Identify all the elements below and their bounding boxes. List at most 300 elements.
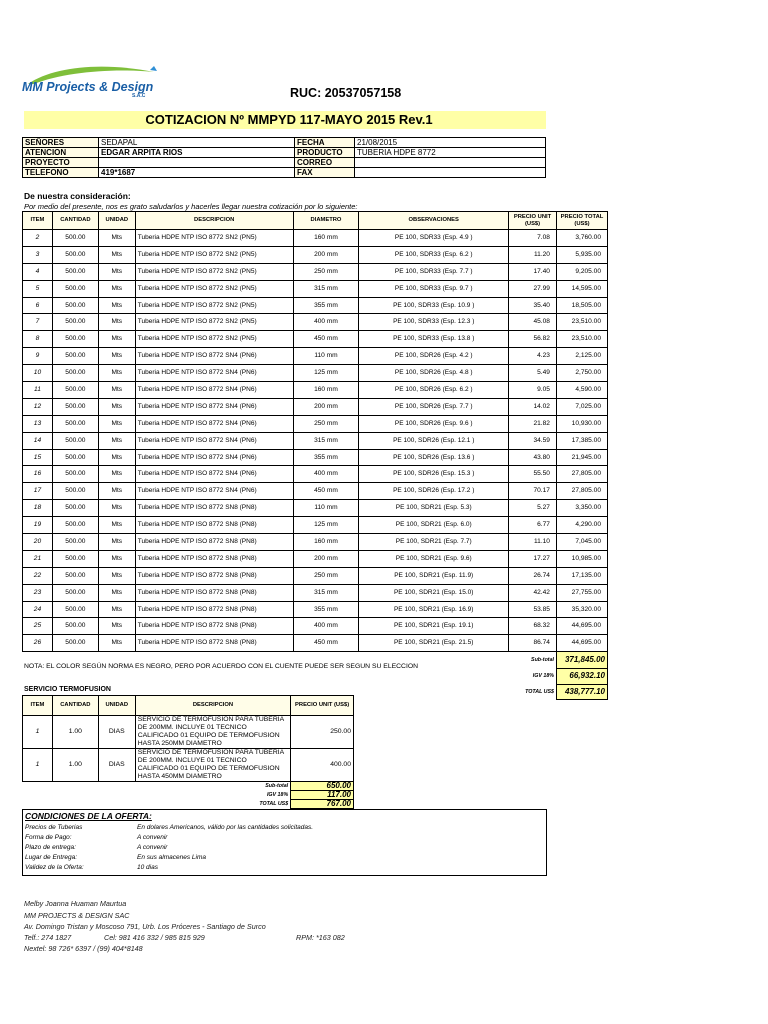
senores-label: SEÑORES [23, 138, 99, 148]
condition-label: Validez de la Oferta: [25, 864, 84, 871]
correo-value [355, 158, 546, 168]
row-cantidad: 500.00 [52, 263, 98, 280]
row-unidad: Mts [98, 382, 135, 399]
client-info-table [22, 137, 546, 178]
greeting-text: Por medio del presente, nos es grato saludarlos y hacerles llegar nuestra cotización por lo siguiente: [24, 202, 358, 211]
row-item: 26 [23, 635, 53, 652]
company-logo: MM Projects & Design [22, 80, 154, 94]
row-unidad: Mts [98, 297, 135, 314]
row-observaciones: PE 100, SDR26 (Esp. 6.2 ) [359, 382, 509, 399]
row-descripcion: Tuberia HDPE NTP ISO 8772 SN2 (PN5) [135, 314, 293, 331]
row-observaciones: PE 100, SDR26 (Esp. 4.8 ) [359, 365, 509, 382]
row-item: 3 [23, 246, 53, 263]
row-observaciones: PE 100, SDR26 (Esp. 7.7 ) [359, 398, 509, 415]
row-unidad: Mts [98, 500, 135, 517]
row-cantidad: 500.00 [52, 314, 98, 331]
table-row [23, 314, 608, 331]
row-cantidad: 500.00 [52, 500, 98, 517]
row-cantidad: 500.00 [52, 567, 98, 584]
row-diametro: 160 mm [293, 230, 359, 247]
col-precio-unit: PRECIO UNIT (US$) [509, 212, 557, 230]
row-unidad: Mts [98, 230, 135, 247]
row-precio-unit: 21.82 [509, 415, 557, 432]
table-row [23, 348, 608, 365]
row-diametro: 250 mm [293, 415, 359, 432]
table-row [23, 365, 608, 382]
row-diametro: 315 mm [293, 280, 359, 297]
row-item: 13 [23, 415, 53, 432]
total-value: 438,777.10 [556, 684, 607, 700]
row-observaciones: PE 100, SDR33 (Esp. 4.9 ) [359, 230, 509, 247]
table-row [23, 432, 608, 449]
row-precio-unit: 14.02 [509, 398, 557, 415]
row-cantidad: 500.00 [52, 483, 98, 500]
table-row [23, 297, 608, 314]
table-row [23, 263, 608, 280]
company-cell: Cel: 981 416 332 / 985 815 929 [104, 933, 205, 942]
company-logo-sub: S.A.C [132, 93, 146, 99]
row-item: 8 [23, 331, 53, 348]
row-observaciones: PE 100, SDR33 (Esp. 6.2 ) [359, 246, 509, 263]
row-item: 5 [23, 280, 53, 297]
table-row [23, 534, 608, 551]
svc-item: 1 [23, 749, 53, 782]
row-item: 10 [23, 365, 53, 382]
svc-col-descripcion: DESCRIPCION [135, 696, 290, 716]
row-cantidad: 500.00 [52, 280, 98, 297]
row-descripcion: Tuberia HDPE NTP ISO 8772 SN8 (PN8) [135, 635, 293, 652]
row-descripcion: Tuberia HDPE NTP ISO 8772 SN8 (PN8) [135, 550, 293, 567]
table-row [23, 500, 608, 517]
senores-value: SEDAPAL [99, 138, 295, 148]
row-observaciones: PE 100, SDR26 (Esp. 12.1 ) [359, 432, 509, 449]
row-precio-unit: 5.27 [509, 500, 557, 517]
row-precio-total: 4,290.00 [556, 517, 607, 534]
row-precio-total: 21,945.00 [556, 449, 607, 466]
row-precio-unit: 9.05 [509, 382, 557, 399]
row-unidad: Mts [98, 550, 135, 567]
condition-label: Precios de Tuberias [25, 824, 83, 831]
row-diametro: 200 mm [293, 246, 359, 263]
svc-precio: 400.00 [291, 749, 354, 782]
row-cantidad: 500.00 [52, 246, 98, 263]
row-precio-unit: 43.80 [509, 449, 557, 466]
table-row [23, 584, 608, 601]
condition-value: A convenir [137, 834, 168, 841]
row-item: 22 [23, 567, 53, 584]
row-item: 9 [23, 348, 53, 365]
row-precio-total: 10,930.00 [556, 415, 607, 432]
row-item: 11 [23, 382, 53, 399]
row-precio-total: 35,320.00 [556, 601, 607, 618]
row-cantidad: 500.00 [52, 432, 98, 449]
row-precio-total: 14,595.00 [556, 280, 607, 297]
service-table [22, 695, 354, 809]
col-cantidad: CANTIDAD [52, 212, 98, 230]
table-row [23, 618, 608, 635]
row-cantidad: 500.00 [52, 348, 98, 365]
row-precio-total: 9,205.00 [556, 263, 607, 280]
table-row [23, 398, 608, 415]
row-cantidad: 500.00 [52, 365, 98, 382]
condition-label: Forma de Pago: [25, 834, 72, 841]
row-diametro: 355 mm [293, 449, 359, 466]
row-precio-unit: 68.32 [509, 618, 557, 635]
row-descripcion: Tuberia HDPE NTP ISO 8772 SN8 (PN8) [135, 534, 293, 551]
table-row [23, 449, 608, 466]
row-observaciones: PE 100, SDR33 (Esp. 7.7 ) [359, 263, 509, 280]
row-observaciones: PE 100, SDR21 (Esp. 21.5) [359, 635, 509, 652]
row-diametro: 400 mm [293, 618, 359, 635]
col-observaciones: OBSERVACIONES [359, 212, 509, 230]
row-precio-unit: 5.49 [509, 365, 557, 382]
proyecto-label: PROYECTO [23, 158, 99, 168]
row-observaciones: PE 100, SDR21 (Esp. 11.9) [359, 567, 509, 584]
row-diametro: 450 mm [293, 635, 359, 652]
row-unidad: Mts [98, 618, 135, 635]
row-unidad: Mts [98, 263, 135, 280]
row-unidad: Mts [98, 365, 135, 382]
row-unidad: Mts [98, 483, 135, 500]
row-descripcion: Tuberia HDPE NTP ISO 8772 SN2 (PN5) [135, 280, 293, 297]
row-cantidad: 500.00 [52, 382, 98, 399]
row-precio-unit: 17.40 [509, 263, 557, 280]
row-item: 7 [23, 314, 53, 331]
row-descripcion: Tuberia HDPE NTP ISO 8772 SN4 (PN6) [135, 382, 293, 399]
table-row [23, 466, 608, 483]
row-diametro: 450 mm [293, 483, 359, 500]
row-diametro: 355 mm [293, 601, 359, 618]
row-item: 25 [23, 618, 53, 635]
row-precio-unit: 86.74 [509, 635, 557, 652]
row-cantidad: 500.00 [52, 230, 98, 247]
row-diametro: 250 mm [293, 567, 359, 584]
condition-value: En dolares Americanos, válido por las cantidades solicitadas. [137, 824, 314, 831]
row-unidad: Mts [98, 517, 135, 534]
row-item: 20 [23, 534, 53, 551]
row-item: 6 [23, 297, 53, 314]
company-address: Av. Domingo Tristan y Moscoso 791, Urb. Los Próceres - Santiago de Surco [24, 922, 266, 931]
table-row [23, 483, 608, 500]
row-cantidad: 500.00 [52, 534, 98, 551]
greeting: De nuestra consideración: [24, 191, 131, 201]
company-phone: Telf.: 274 1827 [24, 933, 72, 942]
fecha-value: 21/08/2015 [355, 138, 546, 148]
row-unidad: Mts [98, 331, 135, 348]
row-precio-unit: 11.20 [509, 246, 557, 263]
row-observaciones: PE 100, SDR21 (Esp. 6.0) [359, 517, 509, 534]
company-rpm: RPM: *163 082 [296, 933, 345, 942]
proyecto-value [99, 158, 295, 168]
telefono-label: TELEFONO [23, 168, 99, 178]
row-cantidad: 500.00 [52, 466, 98, 483]
atencion-label: ATENCION [23, 148, 99, 158]
row-cantidad: 500.00 [52, 635, 98, 652]
row-cantidad: 500.00 [52, 618, 98, 635]
table-row [23, 280, 608, 297]
atencion-value: EDGAR ARPITA RIOS [99, 148, 295, 158]
row-descripcion: Tuberia HDPE NTP ISO 8772 SN4 (PN6) [135, 449, 293, 466]
row-descripcion: Tuberia HDPE NTP ISO 8772 SN2 (PN5) [135, 246, 293, 263]
row-observaciones: PE 100, SDR33 (Esp. 12.3 ) [359, 314, 509, 331]
row-item: 15 [23, 449, 53, 466]
row-descripcion: Tuberia HDPE NTP ISO 8772 SN4 (PN6) [135, 432, 293, 449]
row-cantidad: 500.00 [52, 449, 98, 466]
row-precio-unit: 27.99 [509, 280, 557, 297]
row-precio-unit: 53.85 [509, 601, 557, 618]
row-item: 18 [23, 500, 53, 517]
svc-subtotal-value: 650.00 [291, 782, 354, 791]
quote-title-bar [24, 111, 546, 129]
table-row [23, 230, 608, 247]
row-diametro: 160 mm [293, 534, 359, 551]
fax-label: FAX [295, 168, 355, 178]
row-diametro: 250 mm [293, 263, 359, 280]
row-unidad: Mts [98, 534, 135, 551]
row-diametro: 400 mm [293, 466, 359, 483]
row-diametro: 160 mm [293, 382, 359, 399]
row-observaciones: PE 100, SDR21 (Esp. 15.0) [359, 584, 509, 601]
correo-label: CORREO [295, 158, 355, 168]
row-diametro: 125 mm [293, 517, 359, 534]
row-cantidad: 500.00 [52, 550, 98, 567]
row-precio-total: 10,985.00 [556, 550, 607, 567]
row-diametro: 200 mm [293, 550, 359, 567]
table-row [23, 246, 608, 263]
col-item: ITEM [23, 212, 53, 230]
svc-unidad: DIAS [98, 716, 135, 749]
subtotal-label: Sub-total [531, 657, 554, 664]
col-precio-total: PRECIO TOTAL (US$) [556, 212, 607, 230]
condition-value: 10 dias [137, 864, 158, 871]
row-precio-total: 5,935.00 [556, 246, 607, 263]
row-descripcion: Tuberia HDPE NTP ISO 8772 SN2 (PN5) [135, 230, 293, 247]
row-diametro: 110 mm [293, 500, 359, 517]
svc-subtotal-label: Sub-total [265, 783, 289, 790]
row-unidad: Mts [98, 348, 135, 365]
row-descripcion: Tuberia HDPE NTP ISO 8772 SN8 (PN8) [135, 517, 293, 534]
row-precio-unit: 7.08 [509, 230, 557, 247]
row-precio-total: 18,505.00 [556, 297, 607, 314]
svc-cantidad: 1.00 [52, 716, 98, 749]
svc-descripcion: SERVICIO DE TERMOFUSION PARA TUBERIA DE 200MM. INCLUYE 01 TECNICO CALIFICADO 01 EQUIPO DE TERMOFUSION HASTA 450MM DIAMETRO [135, 749, 290, 782]
row-precio-unit: 4.23 [509, 348, 557, 365]
quote-title: COTIZACION Nº MMPYD 117-MAYO 2015 Rev.1 [145, 112, 433, 127]
row-descripcion: Tuberia HDPE NTP ISO 8772 SN2 (PN5) [135, 263, 293, 280]
row-diametro: 125 mm [293, 365, 359, 382]
row-descripcion: Tuberia HDPE NTP ISO 8772 SN4 (PN6) [135, 415, 293, 432]
row-descripcion: Tuberia HDPE NTP ISO 8772 SN8 (PN8) [135, 500, 293, 517]
row-precio-total: 44,695.00 [556, 618, 607, 635]
row-observaciones: PE 100, SDR21 (Esp. 16.9) [359, 601, 509, 618]
svc-col-unidad: UNIDAD [98, 696, 135, 716]
col-unidad: UNIDAD [98, 212, 135, 230]
svc-col-precio-unit: PRECIO UNIT (US$) [291, 696, 354, 716]
row-diametro: 110 mm [293, 348, 359, 365]
table-row [23, 635, 608, 652]
ruc-number: RUC: 20537057158 [290, 86, 402, 100]
products-table [22, 211, 608, 700]
table-row [23, 749, 354, 782]
row-precio-total: 27,805.00 [556, 466, 607, 483]
table-row [23, 716, 354, 749]
company-nextel: Nextel: 98 726* 6397 / (99) 404*8148 [24, 944, 143, 953]
row-observaciones: PE 100, SDR26 (Esp. 15.3 ) [359, 466, 509, 483]
table-row [23, 550, 608, 567]
row-item: 4 [23, 263, 53, 280]
row-descripcion: Tuberia HDPE NTP ISO 8772 SN4 (PN6) [135, 466, 293, 483]
col-diametro: DIAMETRO [293, 212, 359, 230]
svc-igv-value: 117.00 [291, 791, 354, 800]
producto-value: TUBERIA HDPE 8772 [355, 148, 546, 158]
row-descripcion: Tuberia HDPE NTP ISO 8772 SN2 (PN5) [135, 331, 293, 348]
col-descripcion: DESCRIPCION [135, 212, 293, 230]
row-diametro: 315 mm [293, 432, 359, 449]
row-precio-unit: 35.40 [509, 297, 557, 314]
row-observaciones: PE 100, SDR21 (Esp. 5.3) [359, 500, 509, 517]
row-item: 17 [23, 483, 53, 500]
row-unidad: Mts [98, 466, 135, 483]
svc-total-label: TOTAL US$ [259, 801, 289, 807]
row-precio-total: 23,510.00 [556, 331, 607, 348]
producto-label: PRODUCTO [295, 148, 355, 158]
total-label: TOTAL US$ [525, 688, 554, 695]
condition-value: En sus almacenes Lima [137, 854, 207, 861]
row-observaciones: PE 100, SDR26 (Esp. 4.2 ) [359, 348, 509, 365]
row-cantidad: 500.00 [52, 517, 98, 534]
row-observaciones: PE 100, SDR33 (Esp. 10.9 ) [359, 297, 509, 314]
row-item: 19 [23, 517, 53, 534]
row-cantidad: 500.00 [52, 331, 98, 348]
row-descripcion: Tuberia HDPE NTP ISO 8772 SN2 (PN5) [135, 297, 293, 314]
fax-value [355, 168, 546, 178]
row-unidad: Mts [98, 635, 135, 652]
row-unidad: Mts [98, 584, 135, 601]
row-precio-unit: 17.27 [509, 550, 557, 567]
svc-col-item: ITEM [23, 696, 53, 716]
row-cantidad: 500.00 [52, 584, 98, 601]
row-descripcion: Tuberia HDPE NTP ISO 8772 SN4 (PN6) [135, 398, 293, 415]
svc-unidad: DIAS [98, 749, 135, 782]
row-descripcion: Tuberia HDPE NTP ISO 8772 SN8 (PN8) [135, 618, 293, 635]
row-precio-total: 7,045.00 [556, 534, 607, 551]
row-unidad: Mts [98, 567, 135, 584]
row-observaciones: PE 100, SDR26 (Esp. 17.2 ) [359, 483, 509, 500]
row-precio-unit: 42.42 [509, 584, 557, 601]
row-precio-unit: 55.50 [509, 466, 557, 483]
row-precio-total: 44,695.00 [556, 635, 607, 652]
svc-precio: 250.00 [291, 716, 354, 749]
row-observaciones: PE 100, SDR21 (Esp. 19.1) [359, 618, 509, 635]
row-diametro: 355 mm [293, 297, 359, 314]
row-item: 14 [23, 432, 53, 449]
row-precio-total: 2,125.00 [556, 348, 607, 365]
svc-igv-label: IGV 18% [266, 792, 289, 798]
signer-company: MM PROJECTS & DESIGN SAC [24, 911, 130, 920]
fecha-label: FECHA [295, 138, 355, 148]
svc-item: 1 [23, 716, 53, 749]
row-diametro: 315 mm [293, 584, 359, 601]
row-unidad: Mts [98, 601, 135, 618]
table-row [23, 382, 608, 399]
igv-value: 66,932.10 [556, 668, 607, 684]
table-row [23, 517, 608, 534]
row-descripcion: Tuberia HDPE NTP ISO 8772 SN8 (PN8) [135, 601, 293, 618]
row-observaciones: PE 100, SDR33 (Esp. 9.7 ) [359, 280, 509, 297]
row-descripcion: Tuberia HDPE NTP ISO 8772 SN4 (PN6) [135, 365, 293, 382]
condition-label: Plazo de entrega: [25, 844, 76, 851]
row-item: 23 [23, 584, 53, 601]
igv-label: IGV 18% [532, 673, 554, 680]
condition-value: A convenir [137, 844, 168, 851]
row-unidad: Mts [98, 432, 135, 449]
row-descripcion: Tuberia HDPE NTP ISO 8772 SN8 (PN8) [135, 567, 293, 584]
row-precio-total: 7,025.00 [556, 398, 607, 415]
row-unidad: Mts [98, 398, 135, 415]
row-precio-total: 2,750.00 [556, 365, 607, 382]
svc-col-cantidad: CANTIDAD [52, 696, 98, 716]
table-row [23, 601, 608, 618]
row-diametro: 400 mm [293, 314, 359, 331]
row-descripcion: Tuberia HDPE NTP ISO 8772 SN4 (PN6) [135, 348, 293, 365]
row-cantidad: 500.00 [52, 297, 98, 314]
table-row [23, 331, 608, 348]
row-precio-total: 23,510.00 [556, 314, 607, 331]
row-item: 24 [23, 601, 53, 618]
row-precio-unit: 45.08 [509, 314, 557, 331]
row-precio-total: 27,755.00 [556, 584, 607, 601]
svc-total-value: 767.00 [291, 800, 354, 809]
row-observaciones: PE 100, SDR33 (Esp. 13.8 ) [359, 331, 509, 348]
row-observaciones: PE 100, SDR21 (Esp. 9.6) [359, 550, 509, 567]
row-observaciones: PE 100, SDR21 (Esp. 7.7) [359, 534, 509, 551]
row-precio-unit: 6.77 [509, 517, 557, 534]
row-cantidad: 500.00 [52, 398, 98, 415]
row-precio-unit: 26.74 [509, 567, 557, 584]
row-precio-total: 3,760.00 [556, 230, 607, 247]
row-precio-total: 17,135.00 [556, 567, 607, 584]
service-section-title: SERVICIO TERMOFUSION [24, 686, 111, 693]
row-diametro: 450 mm [293, 331, 359, 348]
row-item: 21 [23, 550, 53, 567]
row-observaciones: PE 100, SDR26 (Esp. 13.6 ) [359, 449, 509, 466]
row-observaciones: PE 100, SDR26 (Esp. 9.6 ) [359, 415, 509, 432]
row-precio-total: 17,385.00 [556, 432, 607, 449]
row-diametro: 200 mm [293, 398, 359, 415]
conditions-box [22, 809, 547, 876]
svc-descripcion: SERVICIO DE TERMOFUSION PARA TUBERIA DE 200MM. INCLUYE 01 TECNICO CALIFICADO 01 EQUIPO DE TERMOFUSION HASTA 250MM DIAMETRO [135, 716, 290, 749]
row-unidad: Mts [98, 314, 135, 331]
table-row [23, 567, 608, 584]
telefono-value: 419*1687 [99, 168, 295, 178]
row-precio-total: 27,805.00 [556, 483, 607, 500]
row-unidad: Mts [98, 246, 135, 263]
row-descripcion: Tuberia HDPE NTP ISO 8772 SN8 (PN8) [135, 584, 293, 601]
row-unidad: Mts [98, 280, 135, 297]
signer-name: Melby Joanna Huaman Maurtua [24, 899, 127, 908]
row-precio-unit: 70.17 [509, 483, 557, 500]
row-cantidad: 500.00 [52, 601, 98, 618]
condition-label: Lugar de Entrega: [25, 854, 78, 861]
table-row [23, 415, 608, 432]
row-precio-unit: 34.59 [509, 432, 557, 449]
row-precio-unit: 11.10 [509, 534, 557, 551]
row-precio-total: 4,590.00 [556, 382, 607, 399]
row-item: 2 [23, 230, 53, 247]
row-item: 16 [23, 466, 53, 483]
row-precio-total: 3,350.00 [556, 500, 607, 517]
row-item: 12 [23, 398, 53, 415]
